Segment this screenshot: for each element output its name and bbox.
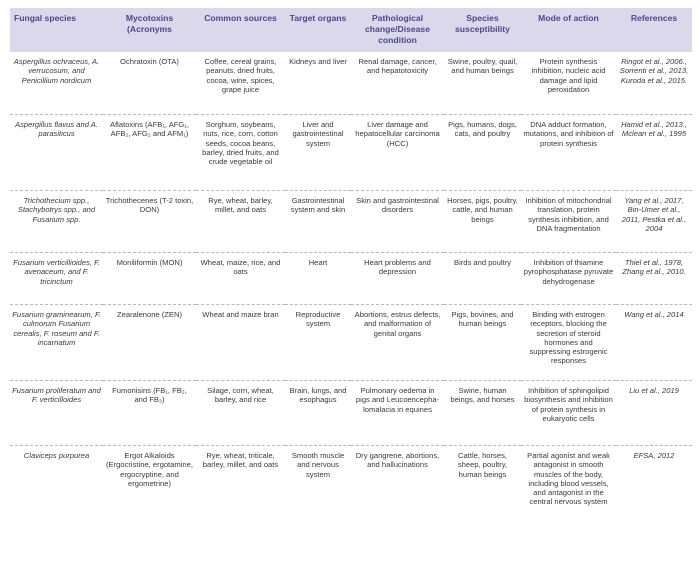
cell-susceptibility: Swine, poultry, quail, and human beings (444, 52, 521, 115)
cell-refs: Ringot et al., 2006., Sorrenti et al., 2013, Kuroda et al., 2015. (616, 52, 692, 115)
table-row (10, 253, 692, 305)
cell-organs: Smooth muscle and nervous system (291, 451, 345, 479)
cell-species: Claviceps purpurea (23, 451, 90, 460)
cell-toxin: Aflatoxins (AFB₁, AFG₁, AFB₂, AFG₂ and AFM₁) (103, 115, 196, 191)
cell-organs: Heart (285, 253, 351, 305)
cell-refs: Hamid et al., 2013., Mclean et al., 1995 (616, 115, 692, 191)
header-mode-of-action: Mode of action (521, 8, 616, 52)
cell-refs: Wang et al., 2014 (616, 305, 692, 381)
cell-susceptibility: Pigs, humans, dogs, cats, and poultry (444, 115, 521, 191)
cell-pathology: Renal damage, cancer, and hepatotoxicity (351, 52, 444, 115)
cell-refs: Liu et al., 2019 (616, 381, 692, 446)
cell-refs: EFSA, 2012 (633, 451, 675, 460)
header-fungal-species: Fungal species (10, 8, 103, 52)
cell-toxin: Moniliformin (MON) (103, 253, 196, 305)
cell-susceptibility: Swine, human beings, and horses (444, 381, 521, 446)
cell-susceptibility: Cattle, horses, sheep, poultry, human beings (457, 451, 508, 479)
cell-sources: Rye, wheat, triticale, barley, millet, and oats (202, 451, 279, 470)
cell-mode: Inhibition of thiamine pyrophosphatase pyruvate dehydrogenase (521, 253, 616, 305)
cell-refs: Yang et al., 2017, Bin-Umer et al., 2011, Pestka et al., 2004 (616, 191, 692, 253)
table-row (10, 191, 692, 253)
cell-toxin: Ergot Alkaloids (Ergocristine, ergotamine, ergocryptine, and ergometrine) (106, 451, 193, 488)
header-references: References (616, 8, 692, 52)
cell-refs: Thiel et al., 1978, Zhang et al., 2010. (616, 253, 692, 305)
cell-pathology: Abortions, estrus defects, and malformation of genital organs (351, 305, 444, 381)
cell-organs: Kidneys and liver (285, 52, 351, 115)
cell-mode: Inhibition of mitochondrial translation, protein synthesis inhibition, and DNA fragmentation (521, 191, 616, 253)
header-mycotoxins: Mycotoxins (Acronyms (103, 8, 196, 52)
header-target-organs: Target organs (285, 8, 351, 52)
table-row (10, 305, 692, 381)
cell-mode: Inhibition of sphingolipid biosynthesis and inhibition of protein synthesis in eukaryotic cells (521, 381, 616, 446)
cell-sources: Silage, corn, wheat, barley, and rice (196, 381, 285, 446)
table-row (10, 52, 692, 115)
cell-mode: Binding with estrogen receptors, blocking the secretion of steroid hormones and suppressing estrogenic responses (521, 305, 616, 381)
cell-mode: Partial agonist and weak antagonist in smooth muscles of the body, including blood vessels, and antagonist in the central nervous system (527, 451, 610, 507)
cell-mode: DNA adduct formation, mutations, and inhibition of protein synthesis (521, 115, 616, 191)
mycotoxin-table (10, 8, 692, 533)
cell-species: Aspergillus flavus and A. parasiticus (10, 115, 103, 191)
cell-species: Fusarium verticillioides, F. avenaceum, and F. tricinctum (10, 253, 103, 305)
cell-species: Trichothecium spp., Stachybotrys spp., and Fusarium spp. (10, 191, 103, 253)
cell-pathology: Dry gangrene, abortions, and hallucinations (355, 451, 440, 470)
cell-sources: Wheat and maize bran (196, 305, 285, 381)
cell-species: Aspergillus ochraceus, A. verrucosum, and Penicillium nordicum (10, 52, 103, 115)
header-common-sources: Common sources (196, 8, 285, 52)
table-row (10, 115, 692, 191)
cell-susceptibility: Horses, pigs, poultry, cattle, and human beings (444, 191, 521, 253)
header-pathological-change: Pathological change/Disease condition (351, 8, 444, 52)
cell-sources: Wheat, maize, rice, and oats (196, 253, 285, 305)
cell-species: Fusarium graminearum, F. culmorum Fusarium cerealis, F. roseum and F. incarnatum (10, 305, 103, 381)
cell-mode: Protein synthesis inhibition, nucleic acid damage and lipid peroxidation (521, 52, 616, 115)
cell-organs: Liver and gastrointestinal system (285, 115, 351, 191)
cell-sources: Rye, wheat, barley, millet, and oats (196, 191, 285, 253)
cell-toxin: Trichothecenes (T-2 toxin, DON) (103, 191, 196, 253)
cell-organs: Reproductive system (285, 305, 351, 381)
cell-species: Fusarium proliferatum and F. verticilloides (10, 381, 103, 446)
table-row (10, 446, 692, 534)
cell-organs: Gastrointestinal system and skin (285, 191, 351, 253)
cell-susceptibility: Birds and poultry (444, 253, 521, 305)
cell-pathology: Heart problems and depression (351, 253, 444, 305)
cell-sources: Coffee, cereal grains, peanuts, dried fruits, cocoa, wine, spices, grape juice (196, 52, 285, 115)
table-row (10, 381, 692, 446)
cell-pathology: Liver damage and hepatocellular carcinoma (HCC) (351, 115, 444, 191)
table-header-row (10, 8, 692, 52)
cell-sources: Sorghum, soybeans, nuts, rice, corn, cotton seeds, cocoa beans, barley, dried fruits, and crude vegetable oil (196, 115, 285, 191)
cell-organs: Brain, lungs, and esophagus (285, 381, 351, 446)
cell-susceptibility: Pigs, bovines, and human beings (444, 305, 521, 381)
cell-toxin: Fumonisins (FB₁, FB₂, and FB₃) (103, 381, 196, 446)
header-species-susceptibility: Species susceptibility (444, 8, 521, 52)
cell-pathology: Pulmonary oedema in pigs and Leucoencepha-lomalacia in equines (351, 381, 444, 446)
cell-toxin: Zearalenone (ZEN) (103, 305, 196, 381)
cell-toxin: Ochratoxin (OTA) (103, 52, 196, 115)
cell-pathology: Skin and gastrointestinal disorders (351, 191, 444, 253)
